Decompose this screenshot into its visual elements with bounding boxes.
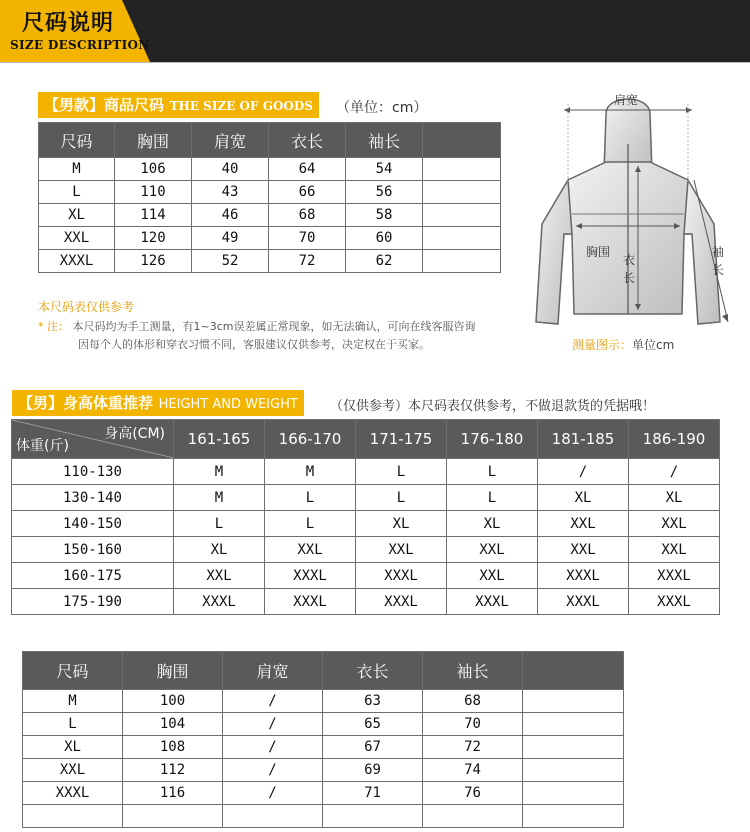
height-weight-row — [12, 459, 720, 485]
mens-size-header-row — [39, 123, 501, 158]
diagram-caption-unit: 单位cm — [632, 338, 675, 352]
second-size-row — [23, 805, 624, 828]
second-size-cell: 71 — [323, 782, 423, 805]
height-range-header: 186-190 — [629, 420, 720, 459]
mens-size-cell — [423, 250, 501, 273]
mens-size-cell: 120 — [115, 227, 192, 250]
recommended-size-cell: XXXL — [356, 589, 447, 615]
length-label-2: 长 — [623, 271, 636, 285]
mens-size-cell: 64 — [269, 158, 346, 181]
recommended-size-cell: XXXL — [538, 563, 629, 589]
second-size-cell: 104 — [123, 713, 223, 736]
mens-size-cell: 66 — [269, 181, 346, 204]
recommended-size-cell: XXL — [265, 537, 356, 563]
second-size-cell: / — [223, 690, 323, 713]
recommended-size-cell: M — [265, 459, 356, 485]
height-weight-note: （仅供参考）本尺码表仅供参考，不做退款货的凭据哦！ — [330, 399, 656, 414]
recommended-size-cell: L — [265, 511, 356, 537]
mens-size-cell: 52 — [192, 250, 269, 273]
mens-size-row — [39, 181, 501, 204]
recommended-size-cell: XXL — [447, 563, 538, 589]
recommended-size-cell: / — [629, 459, 720, 485]
reference-title: 本尺码表仅供参考 — [38, 300, 135, 314]
recommended-size-cell: M — [174, 485, 265, 511]
mens-size-cell: 68 — [269, 204, 346, 227]
recommended-size-cell: L — [447, 485, 538, 511]
sleeve-arrowhead — [722, 314, 728, 322]
diagram-caption-text: 测量图示： — [572, 338, 633, 352]
recommended-size-cell: XXXL — [538, 589, 629, 615]
second-size-header-cell: 胸围 — [123, 652, 223, 690]
second-size-cell — [523, 713, 624, 736]
diagram-caption — [572, 336, 674, 353]
second-size-cell: 63 — [323, 690, 423, 713]
sleeve-label-2: 长 — [712, 263, 725, 277]
height-weight-row — [12, 511, 720, 537]
second-size-row — [23, 713, 624, 736]
mens-size-label-cn: 【男款】商品尺码 — [44, 96, 165, 114]
recommended-size-cell: XXL — [538, 511, 629, 537]
mens-size-row — [39, 158, 501, 181]
second-size-cell — [523, 759, 624, 782]
corner-weight-label: 体重(斤) — [16, 438, 69, 454]
recommended-size-cell: XXL — [538, 537, 629, 563]
sleeve-label-1: 袖 — [712, 245, 725, 259]
second-size-header-cell: 袖长 — [423, 652, 523, 690]
second-size-cell: 76 — [423, 782, 523, 805]
mens-size-body — [39, 158, 501, 273]
reference-line1-text: 本尺码均为手工测量，有1~3cm误差属正常现象，如无法确认，可向在线客服咨询 — [72, 320, 476, 333]
jacket-diagram — [528, 84, 740, 334]
recommended-size-cell: XL — [538, 485, 629, 511]
height-range-header: 181-185 — [538, 420, 629, 459]
second-size-cell — [23, 805, 123, 828]
recommended-size-cell: XXL — [629, 511, 720, 537]
mens-size-cell: 54 — [346, 158, 423, 181]
mens-size-cell: XL — [39, 204, 115, 227]
recommended-size-cell: XXXL — [174, 589, 265, 615]
height-weight-corner — [12, 420, 174, 459]
length-label-1: 衣 — [623, 253, 636, 267]
recommended-size-cell: XXXL — [447, 589, 538, 615]
weight-range-cell: 110-130 — [12, 459, 174, 485]
height-weight-header-row — [12, 420, 720, 459]
height-weight-label-cn: 【男】身高体重推荐 — [18, 394, 154, 412]
height-weight-body — [12, 459, 720, 615]
second-size-header-cell — [523, 652, 624, 690]
mens-size-cell: 106 — [115, 158, 192, 181]
recommended-size-cell: L — [356, 485, 447, 511]
height-range-header: 161-165 — [174, 420, 265, 459]
second-size-cell: 70 — [423, 713, 523, 736]
height-weight-label-en: HEIGHT AND WEIGHT — [158, 397, 298, 412]
mens-size-cell: 126 — [115, 250, 192, 273]
shoulder-arrowhead-right — [686, 107, 692, 113]
mens-size-row — [39, 227, 501, 250]
recommended-size-cell: XXXL — [265, 589, 356, 615]
recommended-size-cell: L — [265, 485, 356, 511]
mens-size-label-en: THE SIZE OF GOODS — [169, 99, 313, 113]
second-size-cell: 72 — [423, 736, 523, 759]
mens-size-cell — [423, 227, 501, 250]
second-size-row — [23, 782, 624, 805]
mens-size-cell: 56 — [346, 181, 423, 204]
height-weight-table — [11, 419, 720, 615]
height-weight-row — [12, 485, 720, 511]
page-title: 尺码说明 — [22, 11, 115, 36]
mens-size-cell — [423, 158, 501, 181]
second-size-cell: 69 — [323, 759, 423, 782]
second-size-cell — [423, 805, 523, 828]
height-weight-row — [12, 537, 720, 563]
recommended-size-cell: XL — [629, 485, 720, 511]
second-size-row — [23, 736, 624, 759]
weight-range-cell: 160-175 — [12, 563, 174, 589]
recommended-size-cell: XXL — [447, 537, 538, 563]
weight-range-cell: 150-160 — [12, 537, 174, 563]
height-range-header: 171-175 — [356, 420, 447, 459]
mens-size-cell: 58 — [346, 204, 423, 227]
second-size-cell: 68 — [423, 690, 523, 713]
second-size-cell — [523, 736, 624, 759]
recommended-size-cell: XL — [447, 511, 538, 537]
second-size-cell — [523, 690, 624, 713]
weight-range-cell: 130-140 — [12, 485, 174, 511]
second-size-header-row — [23, 652, 624, 690]
jacket-left-sleeve — [536, 180, 572, 324]
recommended-size-cell: XXXL — [356, 563, 447, 589]
second-size-header-cell: 尺码 — [23, 652, 123, 690]
mens-size-cell: 49 — [192, 227, 269, 250]
mens-size-cell: XXL — [39, 227, 115, 250]
recommended-size-cell: XXXL — [629, 563, 720, 589]
second-size-cell: / — [223, 713, 323, 736]
shoulder-label: 肩宽 — [614, 93, 639, 107]
second-size-cell — [223, 805, 323, 828]
second-size-cell — [323, 805, 423, 828]
mens-size-header-cell — [423, 123, 501, 158]
mens-size-row — [39, 250, 501, 273]
reference-note-line2: 因每个人的体形和穿衣习惯不同，客服建议仅供参考，决定权在于买家。 — [78, 338, 430, 351]
second-size-cell: / — [223, 782, 323, 805]
mens-size-cell: 60 — [346, 227, 423, 250]
recommended-size-cell: XL — [356, 511, 447, 537]
second-size-body — [23, 690, 624, 828]
mens-size-header-cell: 袖长 — [346, 123, 423, 158]
recommended-size-cell: XXL — [174, 563, 265, 589]
second-size-cell: 112 — [123, 759, 223, 782]
second-size-cell: XXL — [23, 759, 123, 782]
mens-size-cell: 70 — [269, 227, 346, 250]
mens-size-cell: 110 — [115, 181, 192, 204]
mens-size-cell — [423, 204, 501, 227]
mens-size-cell: 46 — [192, 204, 269, 227]
mens-size-unit: （单位：cm） — [336, 100, 428, 116]
second-size-cell: L — [23, 713, 123, 736]
reference-star: * 注： — [38, 320, 69, 333]
mens-size-cell: L — [39, 181, 115, 204]
second-size-cell: 65 — [323, 713, 423, 736]
recommended-size-cell: L — [356, 459, 447, 485]
weight-range-cell: 175-190 — [12, 589, 174, 615]
recommended-size-cell: L — [447, 459, 538, 485]
mens-size-cell: 43 — [192, 181, 269, 204]
mens-size-cell: M — [39, 158, 115, 181]
recommended-size-cell: M — [174, 459, 265, 485]
recommended-size-cell: XXL — [629, 537, 720, 563]
mens-size-cell — [423, 181, 501, 204]
shoulder-arrowhead-left — [564, 107, 570, 113]
second-size-cell — [523, 782, 624, 805]
second-size-row — [23, 759, 624, 782]
recommended-size-cell: XXXL — [629, 589, 720, 615]
weight-range-cell: 140-150 — [12, 511, 174, 537]
corner-height-label: 身高(CM) — [104, 426, 165, 442]
reference-note-line1 — [38, 318, 538, 334]
second-size-cell: 116 — [123, 782, 223, 805]
mens-size-header-cell: 衣长 — [269, 123, 346, 158]
mens-size-header-cell: 胸围 — [115, 123, 192, 158]
recommended-size-cell: XXXL — [265, 563, 356, 589]
mens-size-cell: XXXL — [39, 250, 115, 273]
height-weight-row — [12, 563, 720, 589]
second-size-cell: 108 — [123, 736, 223, 759]
height-range-header: 166-170 — [265, 420, 356, 459]
recommended-size-cell: XL — [174, 537, 265, 563]
chest-label: 胸围 — [586, 245, 611, 259]
mens-size-row — [39, 204, 501, 227]
second-size-row — [23, 690, 624, 713]
height-weight-label — [12, 390, 304, 416]
second-size-cell: 74 — [423, 759, 523, 782]
recommended-size-cell: L — [174, 511, 265, 537]
header-divider — [0, 62, 750, 63]
recommended-size-cell: / — [538, 459, 629, 485]
height-range-header: 176-180 — [447, 420, 538, 459]
second-size-header-cell: 衣长 — [323, 652, 423, 690]
page-subtitle: SIZE DESCRIPTION — [10, 38, 150, 52]
second-size-header-cell: 肩宽 — [223, 652, 323, 690]
height-weight-row — [12, 589, 720, 615]
second-size-cell: 100 — [123, 690, 223, 713]
second-size-cell: XXXL — [23, 782, 123, 805]
mens-size-cell: 114 — [115, 204, 192, 227]
second-size-cell: M — [23, 690, 123, 713]
second-size-cell: XL — [23, 736, 123, 759]
second-size-cell — [123, 805, 223, 828]
mens-size-header-cell: 尺码 — [39, 123, 115, 158]
mens-size-label — [38, 92, 319, 118]
mens-size-header-cell: 肩宽 — [192, 123, 269, 158]
mens-size-cell: 40 — [192, 158, 269, 181]
second-size-cell — [523, 805, 624, 828]
second-size-cell: / — [223, 759, 323, 782]
mens-size-cell: 62 — [346, 250, 423, 273]
second-size-cell: / — [223, 736, 323, 759]
second-size-table — [22, 651, 624, 828]
mens-size-cell: 72 — [269, 250, 346, 273]
mens-size-table — [38, 122, 501, 273]
recommended-size-cell: XXL — [356, 537, 447, 563]
second-size-cell: 67 — [323, 736, 423, 759]
